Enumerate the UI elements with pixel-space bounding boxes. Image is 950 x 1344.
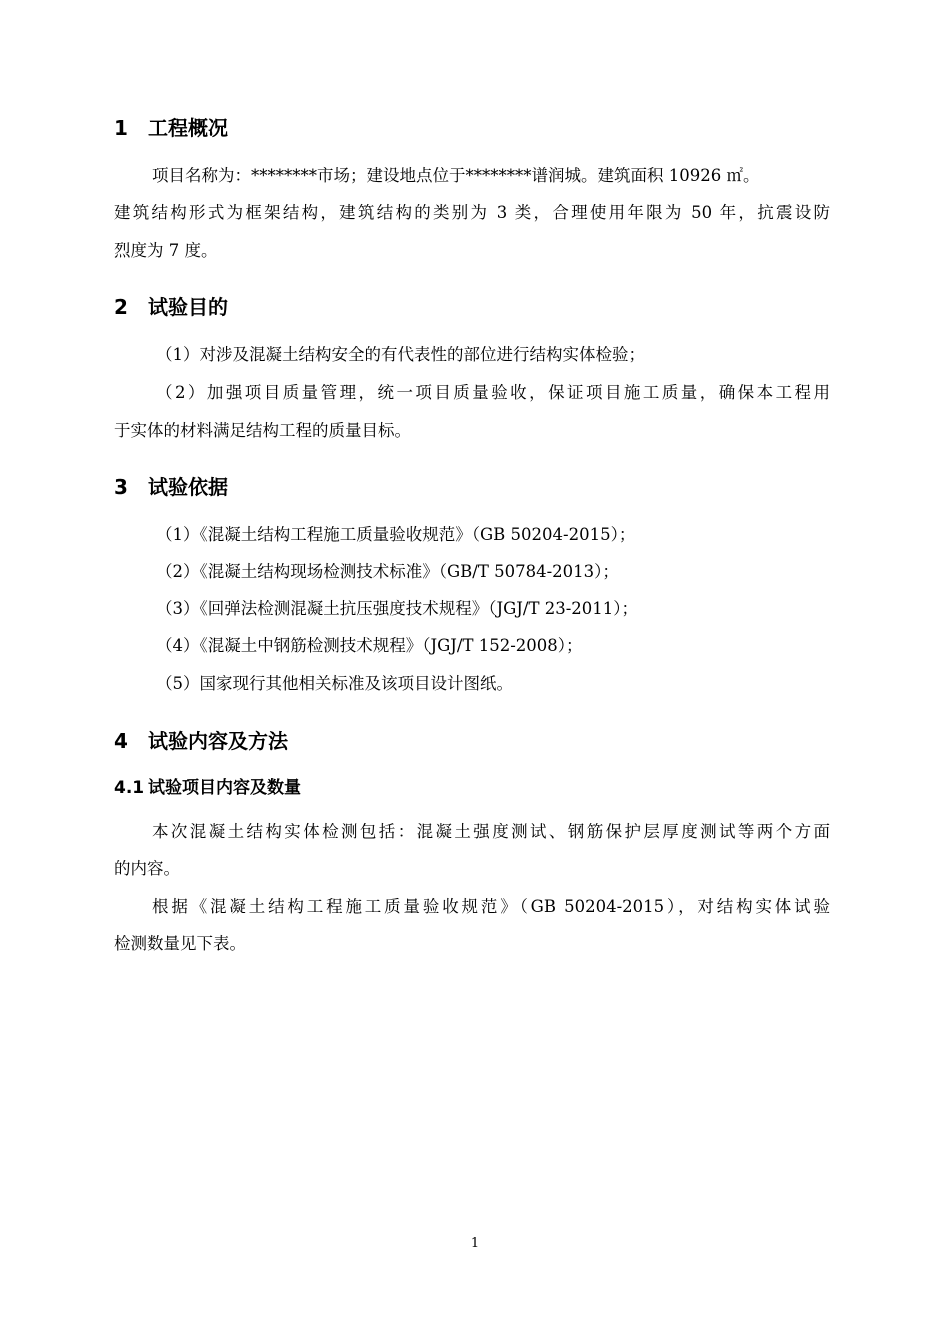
paragraph-line: 项目名称为：********市场；建设地点位于********谱润城。建筑面积 10926 ㎡。 — [152, 166, 760, 185]
paragraph-line: 本次混凝土结构实体检测包括：混凝土强度测试、钢筋保护层厚度测试等两个方面 — [152, 822, 830, 841]
section-number: 4 — [114, 729, 128, 753]
paragraph-line: 检测数量见下表。 — [114, 934, 246, 953]
section-number: 2 — [114, 295, 128, 319]
list-item: （5）国家现行其他相关标准及该项目设计图纸。 — [156, 674, 513, 693]
paragraph-line: （1）对涉及混凝土结构安全的有代表性的部位进行结构实体检验； — [156, 345, 645, 364]
subsection-4-1-heading — [114, 776, 301, 800]
paragraph-line: （2）加强项目质量管理，统一项目质量验收，保证项目施工质量，确保本工程用 — [156, 383, 830, 402]
list-item: （2）《混凝土结构现场检测技术标准》（GB/T 50784-2013）； — [156, 562, 619, 581]
subsection-number: 4.1 — [114, 778, 145, 798]
list-item: （1）《混凝土结构工程施工质量验收规范》（GB 50204-2015）； — [156, 525, 636, 544]
subsection-title: 试验项目内容及数量 — [148, 778, 301, 798]
paragraph-line: 于实体的材料满足结构工程的质量目标。 — [114, 421, 411, 440]
paragraph-line: 的内容。 — [114, 859, 180, 878]
paragraph-line: 烈度为 7 度。 — [114, 241, 218, 260]
paragraph-line: 根据《混凝土结构工程施工质量验收规范》（GB 50204-2015），对结构实体试验 — [152, 897, 830, 916]
section-number: 3 — [114, 475, 128, 499]
section-number: 1 — [114, 116, 128, 140]
section-title: 试验目的 — [148, 295, 228, 319]
section-4-heading — [114, 727, 288, 755]
list-item: （3）《回弹法检测混凝土抗压强度技术规程》（JGJ/T 23-2011）； — [156, 599, 639, 618]
paragraph-line: 建筑结构形式为框架结构，建筑结构的类别为 3 类，合理使用年限为 50 年，抗震设防 — [114, 203, 830, 222]
section-title: 试验内容及方法 — [148, 729, 288, 753]
list-item: （4）《混凝土中钢筋检测技术规程》（JGJ/T 152-2008）； — [156, 636, 583, 655]
section-3-heading — [114, 473, 228, 501]
section-title: 试验依据 — [148, 475, 228, 499]
section-1-heading — [114, 114, 228, 142]
section-title: 工程概况 — [148, 116, 228, 140]
page-number: 1 — [470, 1236, 480, 1251]
section-2-heading — [114, 293, 228, 321]
